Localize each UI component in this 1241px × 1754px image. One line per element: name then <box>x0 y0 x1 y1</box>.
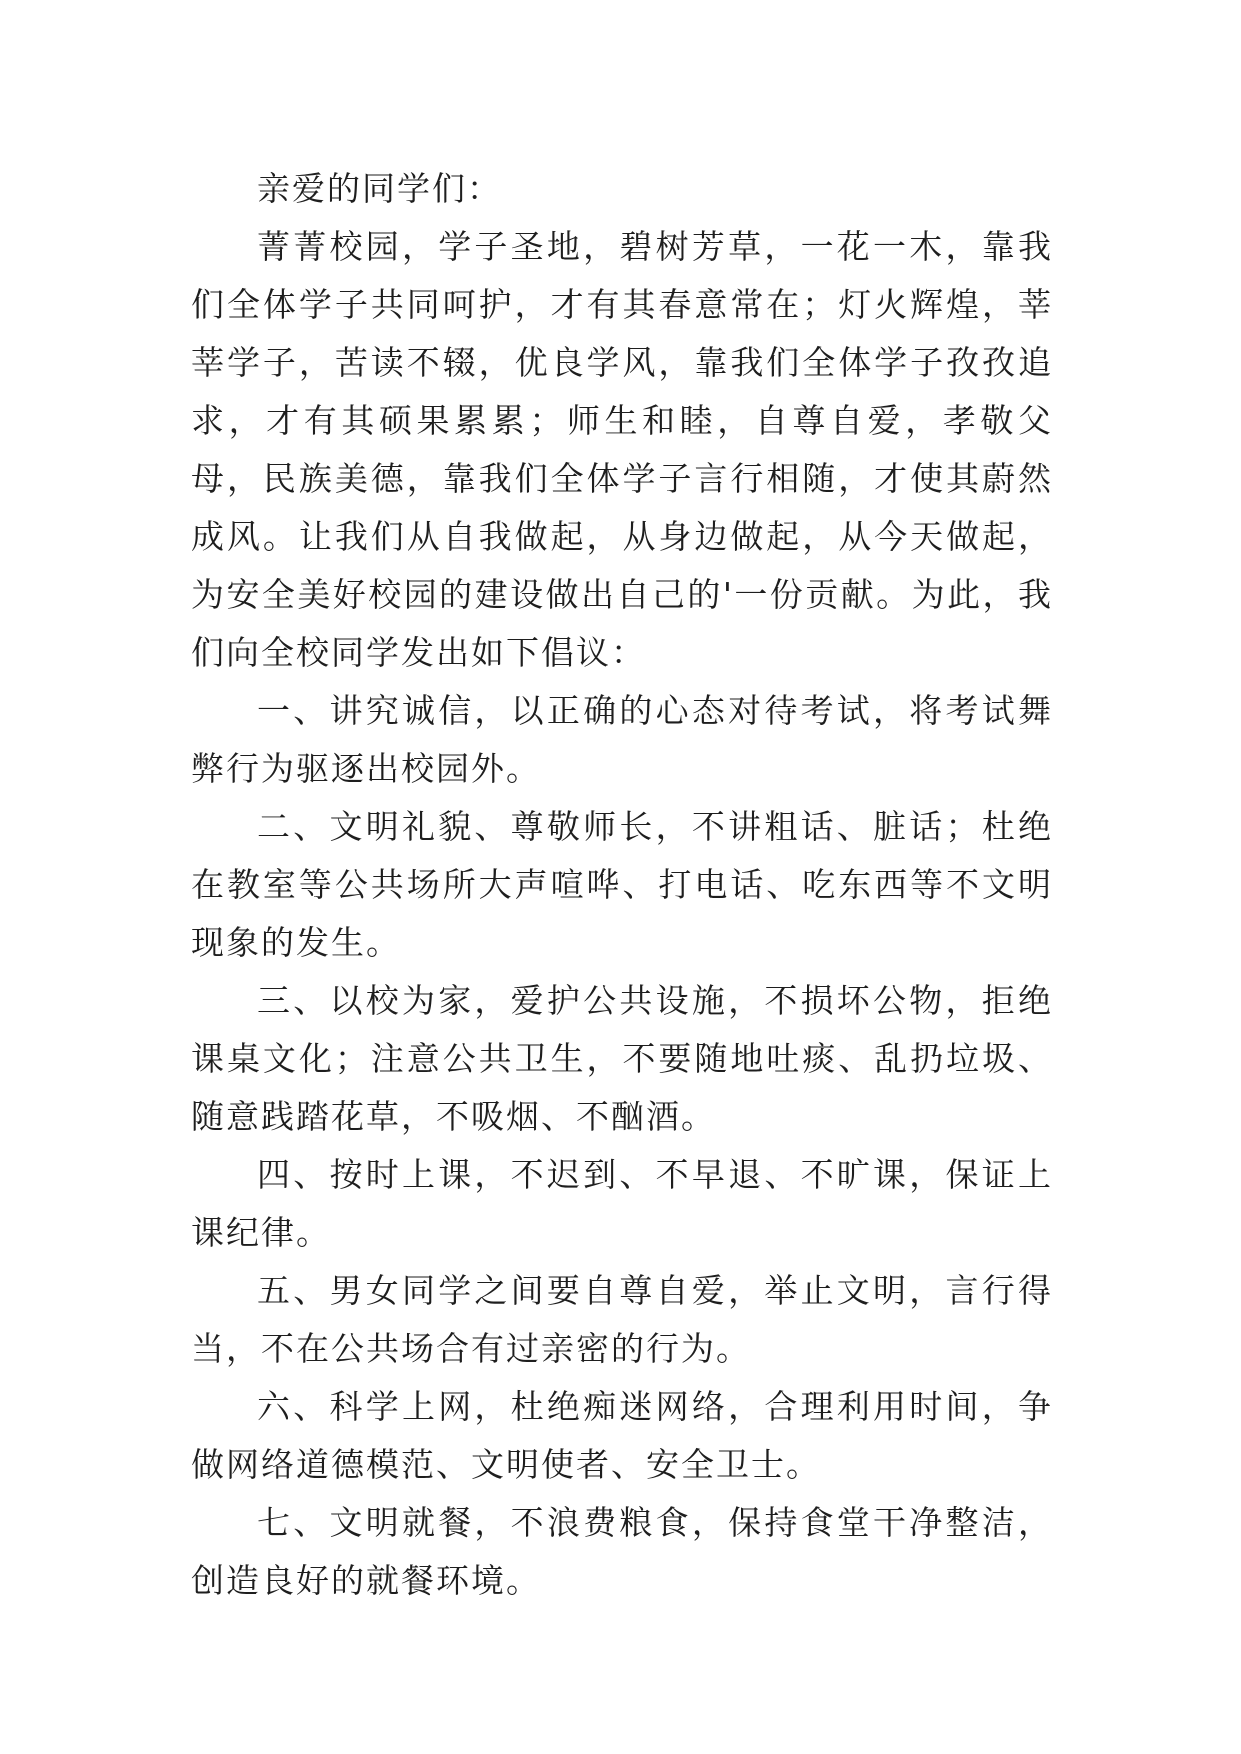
proposal-item-1: 一、讲究诚信，以正确的心态对待考试，将考试舞弊行为驱逐出校园外。 <box>191 691 1053 788</box>
salutation: 亲爱的同学们： <box>257 169 502 208</box>
proposal-item-2: 二、文明礼貌、尊敬师长，不讲粗话、脏话；杜绝在教室等公共场所大声喧哗、打电话、吃东西等不文明现象的发生。 <box>191 807 1053 962</box>
intro-paragraph: 菁菁校园，学子圣地，碧树芳草，一花一木，靠我们全体学子共同呵护，才有其春意常在；灯火辉煌，莘莘学子，苦读不辍，优良学风，靠我们全体学子孜孜追求，才有其硕果累累；师生和睦，自尊自爱，孝敬父母，民族美德，靠我们全体学子言行相随，才使其蔚然成风。让我们从自我做起，从身边做起，从今天做起，为安全美好校园的建设做出自己的'一份贡献。为此，我们向全校同学发出如下倡议： <box>191 227 1053 672</box>
proposal-item-7: 七、文明就餐，不浪费粮食，保持食堂干净整洁，创造良好的就餐环境。 <box>191 1503 1053 1600</box>
proposal-item-6: 六、科学上网，杜绝痴迷网络，合理利用时间，争做网络道德模范、文明使者、安全卫士。 <box>191 1387 1053 1484</box>
proposal-item-5: 五、男女同学之间要自尊自爱，举止文明，言行得当，不在公共场合有过亲密的行为。 <box>191 1271 1053 1368</box>
proposal-item-3: 三、以校为家，爱护公共设施，不损坏公物，拒绝课桌文化；注意公共卫生，不要随地吐痰、乱扔垃圾、随意践踏花草，不吸烟、不酗酒。 <box>191 981 1053 1136</box>
proposal-item-4: 四、按时上课，不迟到、不早退、不旷课，保证上课纪律。 <box>191 1155 1053 1252</box>
document-body <box>191 160 1053 1610</box>
